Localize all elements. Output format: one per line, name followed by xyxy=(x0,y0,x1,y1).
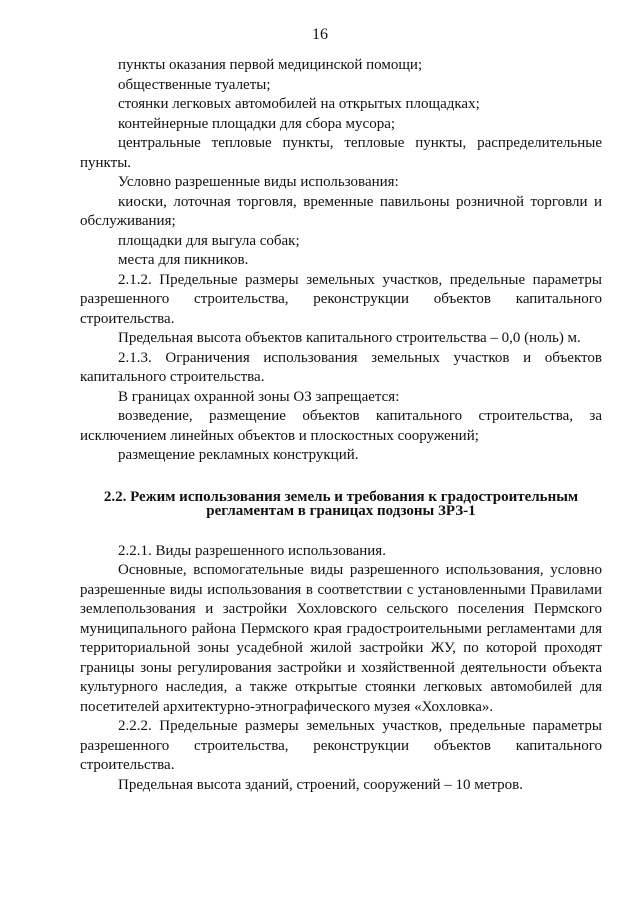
section-heading-line2: регламентам в границах подзоны ЗРЗ-1 xyxy=(206,502,476,519)
paragraph: Условно разрешенные виды использования: xyxy=(118,174,399,190)
paragraph: 2.2.1. Виды разрешенного использования. xyxy=(118,542,386,559)
paragraph: общественные туалеты; xyxy=(118,76,271,93)
paragraph: Предельная высота объектов капитального строительства – 0,0 (ноль) м. xyxy=(118,330,581,346)
paragraph: размещение рекламных конструкций. xyxy=(118,447,359,463)
page-number: 16 xyxy=(312,26,328,43)
paragraph: места для пикников. xyxy=(118,252,249,268)
section-heading xyxy=(80,490,602,518)
paragraph: площадки для выгула собак; xyxy=(118,232,300,249)
section-heading-line1: 2.2. Режим использования земель и требования к градостроительным xyxy=(103,488,579,505)
paragraph: стоянки легковых автомобилей на открытых площадках; xyxy=(118,96,480,112)
paragraph: пункты оказания первой медицинской помощи; xyxy=(118,57,423,73)
paragraph: центральные тепловые пункты, тепловые пункты, распределительные пункты. xyxy=(80,135,602,171)
paragraph: 2.1.3. Ограничения использования земельных участков и объектов капитального строительства. xyxy=(80,349,602,385)
paragraph: 2.1.2. Предельные размеры земельных участков, предельные параметры разрешенного строительства, реконструкции объектов капитального строительства. xyxy=(80,271,602,327)
paragraph: 2.2.2. Предельные размеры земельных участков, предельные параметры разрешенного строительства, реконструкции объектов капитального строительства. xyxy=(80,718,602,773)
paragraph: Основные, вспомогательные виды разрешенного использования, условно разрешенные виды использования в соответствии с установленными Правилами землепользования и застройки Хохловского сельского поселения Пермского муниципального района Пермского края градостроительными регламентами для территориальной зоны усадебной жилой застройки ЖУ, по которой проходят границы зоны регулирования застройки и хозяйственной деятельности объекта культурного наследия, а также открытые стоянки легковых автомобилей для посетителей архитектурно-этнографического музея «Хохловка». xyxy=(80,562,602,715)
paragraph: В границах охранной зоны ОЗ запрещается: xyxy=(118,388,400,405)
paragraph: возведение, размещение объектов капитального строительства, за исключением линейных объектов и плоскостных сооружений; xyxy=(80,408,602,444)
paragraph: контейнерные площадки для сбора мусора; xyxy=(118,115,396,132)
paragraph: Предельная высота зданий, строений, сооружений – 10 метров. xyxy=(118,776,523,793)
paragraph: киоски, лоточная торговля, временные павильоны розничной торговли и обслуживания; xyxy=(80,193,602,229)
document-body xyxy=(80,56,602,795)
